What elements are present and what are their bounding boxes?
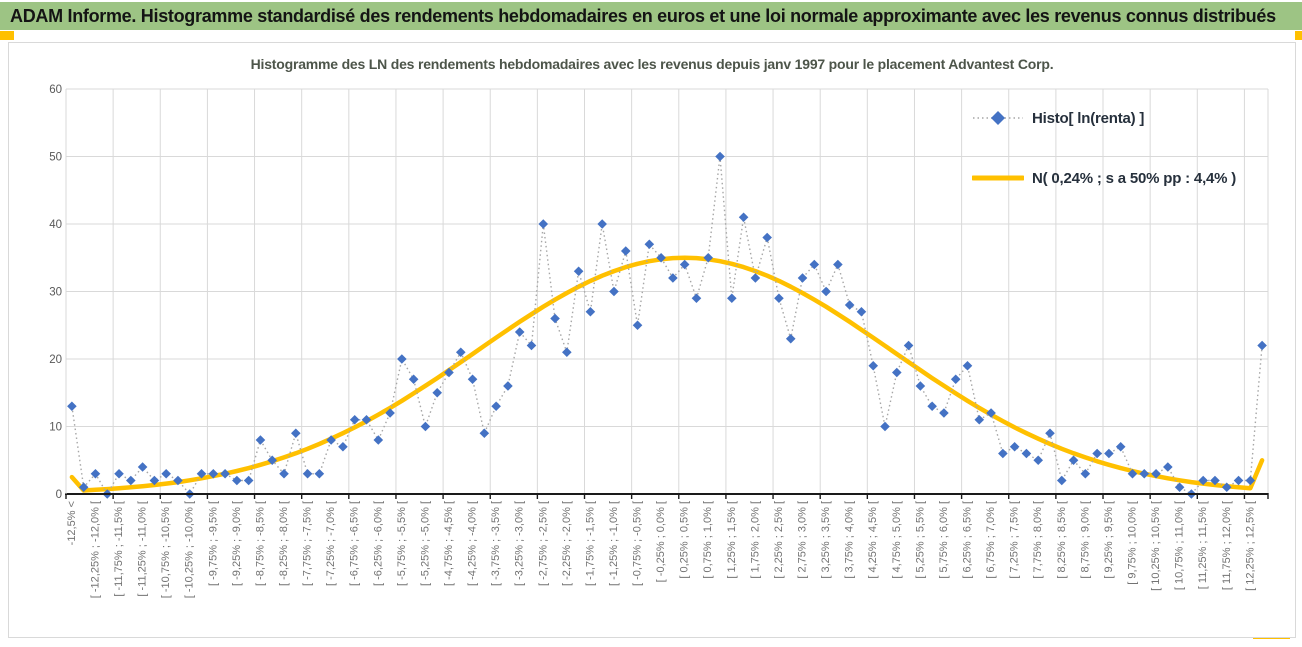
data-point-diamond [1175, 482, 1185, 492]
x-axis-label: [ -4,25% ; -4,0% [ [466, 501, 479, 586]
x-axis-label: [ 9,25% ; 9,5% [ [1102, 501, 1115, 579]
y-axis-label: 50 [49, 151, 62, 164]
x-axis-label: [ -1,25% ; -1,0% [ [608, 501, 620, 586]
data-point-diamond [550, 314, 560, 324]
data-point-diamond [951, 374, 961, 384]
data-point-diamond [432, 388, 442, 398]
data-point-diamond [574, 266, 584, 276]
x-axis-label: [ -2,25% ; -2,0% [ [560, 501, 573, 586]
data-point-diamond [904, 341, 914, 351]
data-point-diamond [491, 401, 501, 411]
x-axis-label: [ 0,75% ; 1,0% [ [702, 501, 715, 579]
legend [972, 106, 1282, 190]
data-point-diamond [762, 233, 772, 243]
data-point-diamond [880, 422, 890, 432]
x-axis-label: [ -5,25% ; -5,0% [ [419, 501, 432, 586]
x-axis-label: [ -0,25% ; 0,0% [ [655, 501, 668, 583]
data-point-diamond [373, 435, 383, 445]
y-axis-label: 20 [49, 354, 62, 366]
legend-entry-normal [972, 166, 1282, 190]
x-axis-label: [ -3,25% ; -3,0% [ [513, 501, 526, 586]
x-axis-label: [ 12,25% ; 12,5% [ [1244, 501, 1257, 591]
normal-curve-swatch-icon [972, 170, 1024, 186]
x-axis-label: [ -6,75% ; -6,5% [ [348, 501, 361, 586]
x-axis-label: [ 0,25% ; 0,5% [ [678, 501, 691, 579]
data-point-diamond [1234, 476, 1244, 486]
x-axis-label: [ -0,75% ; -0,5% [ [631, 501, 644, 586]
data-point-diamond [821, 287, 831, 297]
data-point-diamond [114, 469, 124, 479]
data-point-diamond [256, 435, 266, 445]
x-axis-label: [ -8,75% ; -8,5% [ [254, 501, 267, 586]
data-point-diamond [421, 422, 431, 432]
data-point-diamond [692, 293, 702, 303]
data-point-diamond [397, 354, 407, 364]
data-point-diamond [1139, 469, 1149, 479]
histogram-series-swatch-icon [972, 110, 1024, 126]
data-point-diamond [468, 374, 478, 384]
x-axis-label: [ -8,25% ; -8,0% [ [278, 501, 290, 586]
y-axis-label: 40 [49, 219, 62, 231]
data-point-diamond [338, 442, 348, 452]
x-axis-label: [ 8,75% ; 9,0% [ [1079, 501, 1092, 579]
data-point-diamond [586, 307, 596, 317]
data-point-diamond [857, 307, 867, 317]
x-axis-label: [ 7,25% ; 7,5% [ [1008, 501, 1021, 579]
histogram-connector-line [72, 157, 1262, 495]
normal-curve [72, 258, 1262, 491]
x-axis-label: [ 3,75% ; 4,0% [ [843, 501, 856, 579]
data-point-diamond [1081, 469, 1091, 479]
data-point-diamond [538, 219, 548, 229]
x-axis-label: [ -2,75% ; -2,5% [ [537, 501, 550, 586]
x-axis-label: [ 10,75% ; 11,0% [ [1173, 501, 1186, 591]
data-point-diamond [138, 462, 148, 472]
x-axis-label: [ -12,25% ; -12,0% [ [89, 501, 102, 599]
x-axis-label: [ -11,75% ; -11,5% [ [113, 501, 125, 597]
data-point-diamond [232, 476, 242, 486]
data-point-diamond [1163, 462, 1173, 472]
x-axis-label: [ 6,25% ; 6,5% [ [961, 501, 974, 579]
x-axis-label: -12,5% < [65, 501, 78, 546]
data-point-diamond [609, 287, 619, 297]
data-point-diamond [503, 381, 513, 391]
x-axis-label: [ 6,75% ; 7,0% [ [985, 501, 998, 579]
data-point-diamond [315, 469, 325, 479]
x-axis-label: [ 3,25% ; 3,5% [ [820, 501, 833, 579]
x-axis-label: [ -6,25% ; -6,0% [ [372, 501, 385, 586]
data-point-diamond [810, 260, 820, 270]
x-axis-labels [66, 501, 1256, 598]
data-point-diamond [974, 415, 984, 425]
data-point-diamond [597, 219, 607, 229]
x-axis-label: [ 4,75% ; 5,0% [ [890, 501, 903, 579]
data-point-diamond [621, 246, 631, 256]
x-axis-label: [ 8,25% ; 8,5% [ [1055, 501, 1068, 579]
data-point-diamond [1116, 442, 1126, 452]
data-point-diamond [480, 428, 490, 438]
data-point-diamond [1092, 449, 1102, 459]
x-axis-label: [ 2,25% ; 2,5% [ [773, 501, 785, 579]
data-point-diamond [1010, 442, 1020, 452]
data-point-diamond [303, 469, 313, 479]
x-axis-label: [ -4,75% ; -4,5% [ [443, 501, 455, 586]
x-axis-label: [ 7,75% ; 8,0% [ [1032, 501, 1045, 579]
x-axis-label: [ -1,75% ; -1,5% [ [584, 501, 597, 586]
data-point-diamond [1257, 341, 1267, 351]
x-axis-label: [ 5,25% ; 5,5% [ [914, 501, 927, 579]
data-point-diamond [409, 374, 419, 384]
y-axis-label: 10 [49, 421, 62, 434]
data-point-diamond [562, 347, 572, 357]
data-point-diamond [527, 341, 537, 351]
y-axis-label: 0 [55, 489, 62, 501]
y-axis-label: 60 [49, 84, 62, 96]
report-title: ADAM Informe. Histogramme standardisé des rendements hebdomadaires en euros et une loi normale approximante avec les revenus connus distribués [10, 5, 1276, 26]
data-point-diamond [1022, 449, 1032, 459]
data-point-diamond [916, 381, 926, 391]
x-axis-label: [ -10,25% ; -10,0% [ [183, 501, 196, 599]
data-point-diamond [244, 476, 254, 486]
x-axis-label: [ -7,75% ; -7,5% [ [301, 501, 314, 586]
data-point-diamond [291, 428, 301, 438]
x-axis-label: [ 5,75% ; 6,0% [ [937, 501, 950, 579]
y-axis-labels [49, 84, 62, 501]
data-point-diamond [220, 469, 230, 479]
x-axis-label: [ -10,75% ; -10,5% [ [160, 501, 173, 599]
data-point-diamond [456, 347, 466, 357]
data-point-diamond [715, 152, 725, 162]
data-point-diamond [633, 320, 643, 330]
data-point-diamond [998, 449, 1008, 459]
data-point-diamond [845, 300, 855, 310]
chart-title: Histogramme des LN des rendements hebdomadaires avec les revenus depuis janv 1997 pour le placement Advantest Corp. [250, 56, 1054, 72]
x-axis-label: [ -7,25% ; -7,0% [ [325, 501, 338, 586]
data-point-diamond [833, 260, 843, 270]
data-point-diamond [786, 334, 796, 344]
data-point-diamond [1057, 476, 1067, 486]
data-point-diamond [739, 212, 749, 222]
x-axis-label: [ 2,75% ; 3,0% [ [796, 501, 809, 579]
x-axis-label: [ 4,25% ; 4,5% [ [867, 501, 880, 579]
data-point-diamond [67, 401, 77, 411]
legend-label-normal: N( 0,24% ; s a 50% pp : 4,4% ) [1032, 169, 1237, 187]
x-axis-label: [ -9,75% ; -9,5% [ [207, 501, 220, 586]
x-axis-label: [ 10,25% ; 10,5% [ [1150, 501, 1162, 591]
data-point-diamond [868, 361, 878, 371]
x-axis-label: [ -3,75% ; -3,5% [ [490, 501, 503, 586]
x-axis-label: [ 11,25% ; 11,5% [ [1197, 501, 1210, 590]
data-point-diamond [1033, 455, 1043, 465]
data-point-diamond [927, 401, 937, 411]
legend-entry-histogram [972, 106, 1282, 130]
x-axis-label: [ 1,75% ; 2,0% [ [749, 501, 762, 579]
data-point-diamond [1104, 449, 1114, 459]
data-point-diamond [963, 361, 973, 371]
x-axis-label: [ 1,25% ; 1,5% [ [725, 501, 738, 579]
y-axis-label: 30 [49, 286, 62, 299]
data-point-diamond [126, 476, 136, 486]
data-point-diamond [161, 469, 171, 479]
data-point-diamond [1045, 428, 1055, 438]
legend-label-histogram: Histo[ ln(renta) ] [1032, 109, 1145, 127]
data-point-diamond [892, 368, 902, 378]
x-axis-label: [ -11,25% ; -11,0% [ [136, 501, 149, 597]
data-point-diamond [774, 293, 784, 303]
data-point-diamond [939, 408, 949, 418]
data-point-diamond [727, 293, 737, 303]
histogram-series [67, 152, 1267, 499]
x-axis-label: [ -9,25% ; -9,0% [ [230, 501, 243, 586]
x-axis-label: [ 11,75% ; 12,0% [ [1220, 501, 1233, 591]
x-axis-label: [ 9,75% ; 10,0% [ [1126, 501, 1139, 585]
x-axis-label: [ -5,75% ; -5,5% [ [395, 501, 408, 586]
